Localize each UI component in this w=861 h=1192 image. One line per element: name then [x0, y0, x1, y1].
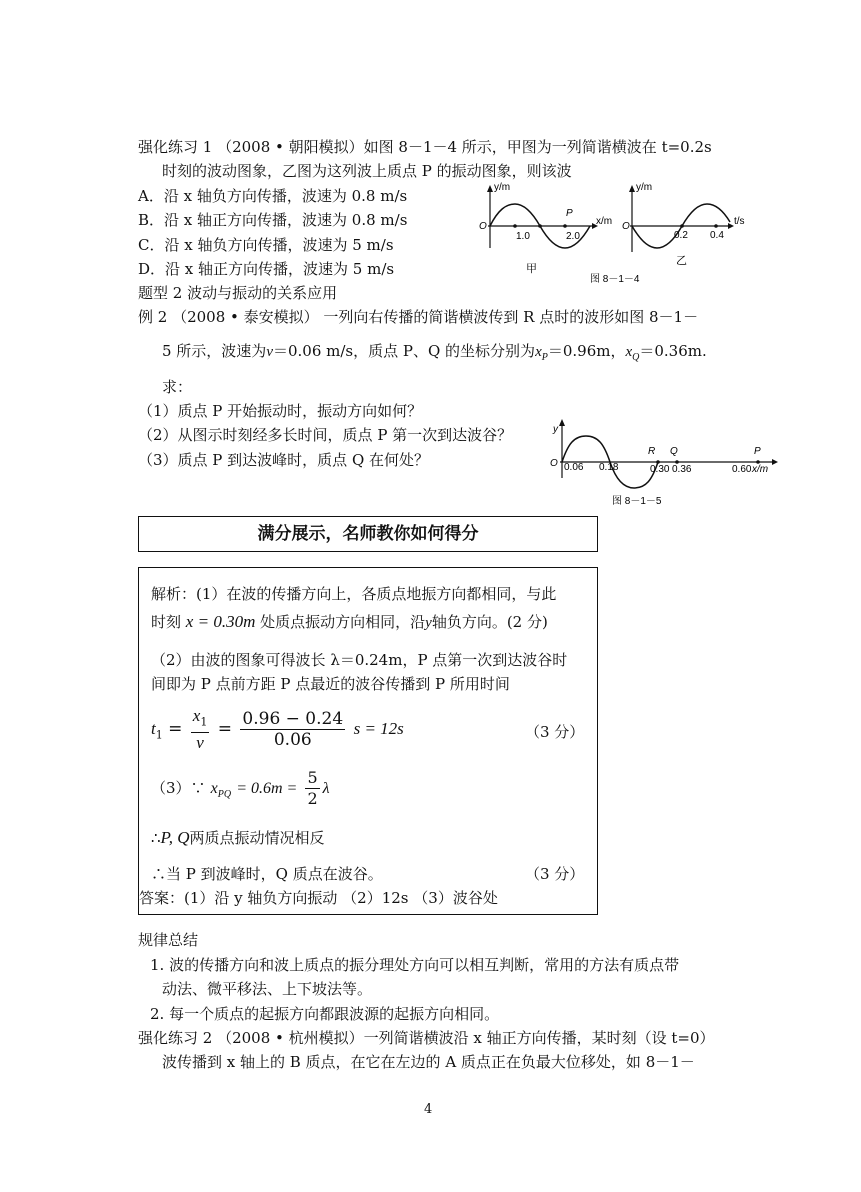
example2-line2	[162, 341, 707, 368]
p3-frac-den: 2	[307, 789, 318, 808]
rules-title: 规律总结	[138, 931, 199, 949]
option-b: B．沿 x 轴正方向传播，波速为 0.8 m/s	[138, 211, 408, 229]
rule-1-line1: 1. 波的传播方向和波上质点的振分理处方向可以相互判断，常用的方法有质点带	[150, 956, 680, 974]
jia-origin: O	[479, 221, 487, 232]
xq-symbol: x	[625, 344, 633, 360]
yi-y-axis-label: y/m	[636, 182, 653, 193]
solution-p1-text-b: 处质点振动方向相同，沿	[260, 613, 426, 631]
yi-caption: 乙	[676, 255, 687, 267]
question-1: （1）质点 P 开始振动时，振动方向如何？	[138, 402, 423, 420]
eq1-frac1-den: v	[196, 733, 204, 753]
fig2-x-axis-unit: x/m	[752, 464, 769, 475]
rule-2: 2. 每一个质点的起振方向都跟波源的起振方向相同。	[150, 1005, 500, 1023]
jia-y-axis-label: y/m	[494, 182, 511, 193]
xq-subscript: Q	[632, 352, 640, 363]
eq1-frac1-num-sub: 1	[200, 715, 208, 729]
rule-1-line2: 动法、微平移法、上下坡法等。	[162, 980, 373, 998]
solution-p1-line2	[151, 612, 548, 633]
xp-subscript: P	[541, 352, 548, 363]
p3-frac-num: 5	[307, 768, 318, 787]
eq1-fraction-1	[191, 706, 210, 753]
jia-tick-1: 1.0	[516, 231, 530, 242]
solution-y-symbol: y	[425, 615, 432, 631]
fig2-label-r: R	[648, 446, 656, 457]
example2-text-d: ＝0.36m.	[639, 342, 707, 360]
fig2-tick-036: 0.36	[672, 464, 692, 475]
fig2-y-axis-label: y	[553, 424, 558, 435]
solution-p3	[151, 768, 330, 809]
wave-graph-jia	[479, 182, 612, 275]
fig2-label-q: Q	[670, 446, 678, 457]
p5-score: （3 分）	[525, 865, 585, 883]
fig2-tick-018: 0.18	[599, 462, 619, 473]
example2-text-a: 5 所示，波速为	[162, 342, 267, 360]
fig2-tick-030: 0.30	[650, 464, 670, 475]
example2-line1: 例 2 （2008 • 泰安模拟） 一列向右传播的简谐横波传到 R 点时的波形如图 8－1－	[138, 308, 699, 326]
fig2-origin: O	[550, 458, 558, 469]
exercise2-line1: 强化练习 2 （2008 • 杭州模拟）一列简谐横波沿 x 轴正方向传播，某时刻（设 t=0）	[138, 1029, 715, 1047]
xp-symbol: x	[535, 344, 542, 360]
solution-answer: 答案：(1）沿 y 轴负方向振动 （2）12s （3）波谷处	[139, 889, 498, 907]
figure-8-1-5-caption: 图 8－1－5	[612, 496, 662, 507]
velocity-symbol: v	[266, 344, 273, 360]
exercise1-line2: 时刻的波动图象，乙图为这列波上质点 P 的振动图象，则该波	[162, 162, 572, 180]
solution-x-value: x = 0.30m	[185, 612, 256, 631]
eq1-t-subscript: 1	[155, 728, 163, 742]
solution-p5: ∴当 P 到波峰时，Q 质点在波谷。	[151, 865, 383, 883]
jia-point-p: P	[566, 208, 573, 219]
p3-prefix: （3）∵	[151, 779, 206, 797]
p4-text: 两质点振动情况相反	[189, 829, 325, 847]
question-2: （2）从图示时刻经多长时间，质点 P 第一次到达波谷？	[138, 426, 513, 444]
fig2-tick-060: 0.60	[732, 464, 752, 475]
p3-lambda: λ	[322, 780, 330, 797]
jia-x-axis-label: x/m	[596, 216, 613, 227]
score-display-title: 满分展示，名师教你如何得分	[138, 516, 598, 552]
example2-text-b: ＝0.06 m/s，质点 P、Q 的坐标分别为	[272, 342, 536, 360]
yi-x-axis-label: t/s	[734, 216, 745, 227]
option-c: C．沿 x 轴负方向传播，波速为 5 m/s	[138, 236, 394, 254]
solution-p1-text-c: 轴负方向。(2 分)	[431, 613, 548, 631]
solution-box	[138, 567, 598, 915]
p3-x: x	[210, 780, 218, 797]
yi-tick-2: 0.4	[710, 230, 724, 241]
exercise1-line1: 强化练习 1 （2008 • 朝阳模拟）如图 8－1－4 所示，甲图为一列简谐横波在 t=0.2s	[138, 138, 712, 156]
solution-p4	[151, 828, 325, 848]
p3-mid: = 0.6m =	[236, 780, 298, 797]
option-d: D．沿 x 轴正方向传播，波速为 5 m/s	[138, 260, 395, 278]
eq1-frac1-num: x	[192, 706, 201, 725]
eq1-t: t	[151, 719, 156, 739]
p4-math: P, Q	[160, 828, 190, 847]
yi-origin: O	[622, 221, 630, 232]
solution-p1-text-a: 时刻	[151, 613, 182, 631]
example2-text-c: ＝0.96m，	[547, 342, 626, 360]
eq1-score: （3 分）	[525, 723, 585, 741]
eq1-frac2-den: 0.06	[273, 730, 312, 751]
vibration-graph-yi	[622, 182, 745, 267]
solution-p2-line1: （2）由波的图象可得波长 λ＝0.24m，P 点第一次到达波谷时	[151, 651, 568, 669]
p4-prefix: ∴	[151, 829, 161, 847]
p3-fraction	[305, 768, 319, 809]
exercise2-line2: 波传播到 x 轴上的 B 质点，在它在左边的 A 质点正在负最大位移处，如 8－1－	[162, 1053, 695, 1071]
eq1-fraction-2	[240, 709, 345, 750]
solution-p2-line2: 间即为 P 点前方距 P 点最近的波谷传播到 P 所用时间	[151, 675, 510, 693]
figure-8-1-4-caption: 图 8－1－4	[590, 274, 640, 285]
solution-p1-line1: 解析：(1）在波的传播方向上，各质点地振方向都相同，与此	[151, 585, 557, 603]
page-number: 4	[424, 1102, 433, 1117]
figure-8-1-5	[546, 418, 786, 508]
eq1-result: s = 12s	[353, 719, 404, 739]
yi-tick-1: 0.2	[674, 230, 688, 241]
topic2-heading: 题型 2 波动与振动的关系应用	[138, 284, 338, 302]
p3-subscript: PQ	[217, 789, 232, 801]
jia-caption: 甲	[526, 263, 537, 275]
fig2-tick-006: 0.06	[564, 462, 584, 473]
equation-t1: $t_1$ = $\frac{x_1}{v}$ = $\frac{0.96 - 0.24}{0.06}$ s = 12s	[151, 706, 404, 753]
example2-ask: 求：	[162, 378, 193, 396]
question-3: （3）质点 P 到达波峰时，质点 Q 在何处？	[138, 451, 430, 469]
eq1-frac2-num: 0.96 − 0.24	[242, 709, 344, 730]
fig2-label-p: P	[754, 446, 761, 457]
option-a: A．沿 x 轴负方向传播，波速为 0.8 m/s	[138, 187, 408, 205]
jia-tick-2: 2.0	[566, 231, 580, 242]
figure-8-1-4	[460, 182, 760, 292]
